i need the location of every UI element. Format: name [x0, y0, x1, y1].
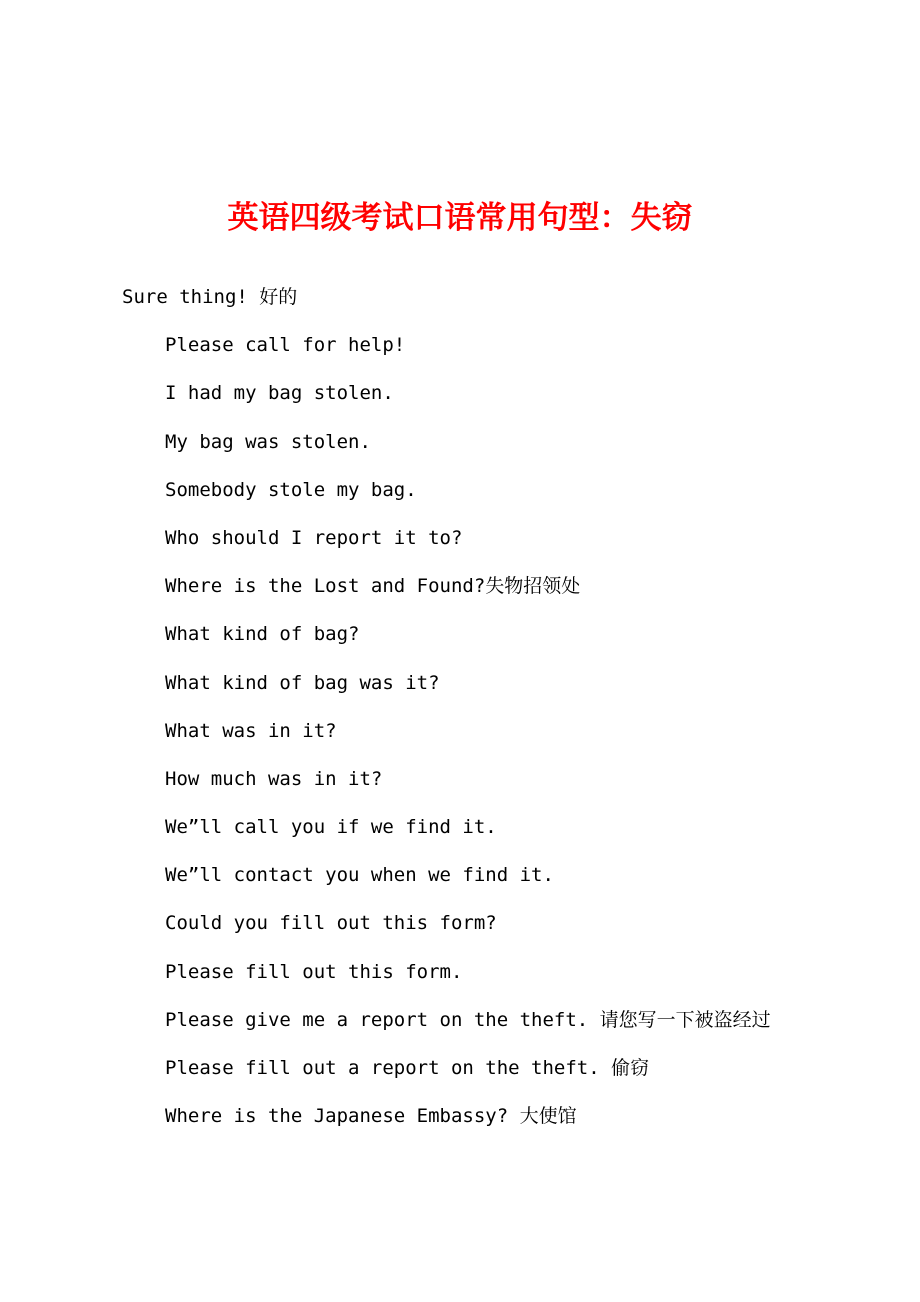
page-title: 英语四级考试口语常用句型：失窃 [227, 200, 693, 236]
phrase-line: Somebody stole my bag. [165, 478, 417, 501]
phrase-line: Please give me a report on the theft. 请您写一下被盗经过 [165, 1008, 771, 1031]
phrase-line: Could you fill out this form? [165, 912, 497, 935]
phrase-line: We”ll call you if we find it. [165, 816, 497, 839]
phrase-line: My bag was stolen. [165, 430, 371, 453]
phrase-line: I had my bag stolen. [165, 382, 394, 405]
phrase-line: What kind of bag was it? [165, 671, 440, 694]
phrase-line: What kind of bag? [165, 623, 360, 646]
phrase-line: Where is the Japanese Embassy? 大使馆 [165, 1105, 577, 1128]
phrase-line: What was in it? [165, 719, 337, 742]
phrase-list [0, 279, 920, 1146]
phrase-line: We”ll contact you when we find it. [165, 864, 554, 887]
phrase-line: Sure thing! 好的 [122, 286, 298, 308]
phrase-line: Where is the Lost and Found?失物招领处 [165, 575, 581, 598]
phrase-line: Who should I report it to? [165, 526, 463, 549]
phrase-line: Please fill out a report on the theft. 偷窃 [165, 1057, 650, 1079]
phrase-line: Please call for help! [165, 334, 406, 357]
phrase-line: How much was in it? [165, 767, 383, 790]
phrase-line: Please fill out this form. [165, 960, 463, 983]
